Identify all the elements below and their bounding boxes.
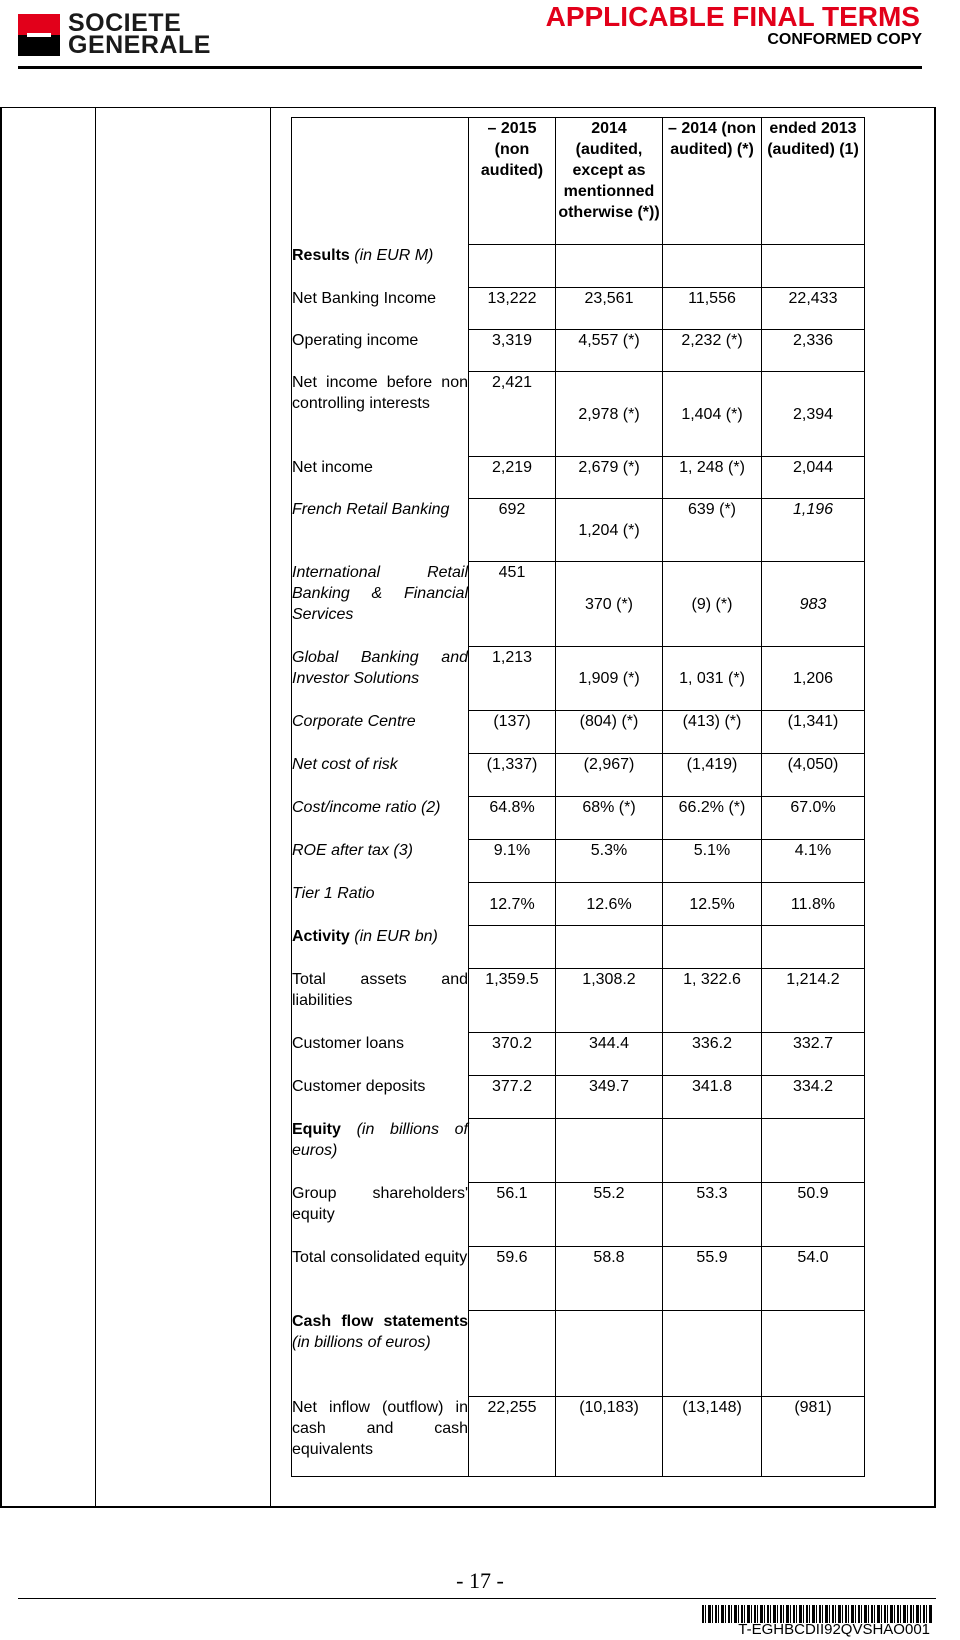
section-unit: (in billions of euros) xyxy=(292,1333,431,1351)
cell-value: 2,978 (*) xyxy=(556,372,663,457)
row-label: Cost/income ratio (2) xyxy=(292,797,469,840)
row-label: Customer loans xyxy=(292,1033,469,1076)
section-row-cash-flow xyxy=(292,1311,865,1397)
table-row xyxy=(292,1397,865,1477)
cell-value: 9.1% xyxy=(469,840,556,883)
cell-value: (10,183) xyxy=(556,1397,663,1477)
cell-value: 55.2 xyxy=(556,1183,663,1247)
row-label: International Retail Banking & Financial Services xyxy=(292,562,469,647)
cell-value: 1, 248 (*) xyxy=(663,457,762,499)
cell-value: 332.7 xyxy=(762,1033,865,1076)
cell-value: 451 xyxy=(469,562,556,647)
table-row xyxy=(292,647,865,711)
table-row xyxy=(292,330,865,372)
section-unit: (in EUR M) xyxy=(354,246,434,264)
row-label: French Retail Banking xyxy=(292,499,469,562)
cell-value: 2,679 (*) xyxy=(556,457,663,499)
table-row xyxy=(292,1183,865,1247)
cell-value: 50.9 xyxy=(762,1183,865,1247)
cell-value: 22,255 xyxy=(469,1397,556,1477)
cell-value: 53.3 xyxy=(663,1183,762,1247)
frame-divider-2 xyxy=(270,107,271,1508)
section-label: Results xyxy=(292,246,350,264)
cell-value: 67.0% xyxy=(762,797,865,840)
table-row xyxy=(292,372,865,457)
row-label: Net Banking Income xyxy=(292,288,469,330)
cell-value: 54.0 xyxy=(762,1247,865,1311)
footer-rule xyxy=(18,1598,936,1599)
cell-value: 1, 031 (*) xyxy=(663,647,762,711)
logo-mark-icon xyxy=(18,14,60,56)
row-label: Global Banking and Investor Solutions xyxy=(292,647,469,711)
cell-value: 12.7% xyxy=(469,883,556,926)
table-row xyxy=(292,457,865,499)
table-row xyxy=(292,499,865,562)
cell-value: 5.3% xyxy=(556,840,663,883)
cell-value: 983 xyxy=(762,562,865,647)
frame-divider-1 xyxy=(95,107,96,1508)
cell-value: (4,050) xyxy=(762,754,865,797)
section-unit: (in EUR bn) xyxy=(354,927,438,945)
cell-value: (2,967) xyxy=(556,754,663,797)
page-number: - 17 - xyxy=(456,1568,504,1593)
cell-value: 1,909 (*) xyxy=(556,647,663,711)
cell-value: 1,308.2 xyxy=(556,969,663,1033)
cell-value: (1,341) xyxy=(762,711,865,754)
document-code: T-EGHBCDII92QVSHAO001 xyxy=(738,1621,930,1638)
header-rule xyxy=(18,66,922,69)
cell-value: 692 xyxy=(469,499,556,562)
cell-value: 2,421 xyxy=(469,372,556,457)
cell-value: 2,232 (*) xyxy=(663,330,762,372)
cell-value: 1,359.5 xyxy=(469,969,556,1033)
table-row xyxy=(292,754,865,797)
cell-value: 22,433 xyxy=(762,288,865,330)
cell-value: 13,222 xyxy=(469,288,556,330)
cell-value: 56.1 xyxy=(469,1183,556,1247)
cell-value: 344.4 xyxy=(556,1033,663,1076)
cell-value: 2,044 xyxy=(762,457,865,499)
cell-value: 1, 322.6 xyxy=(663,969,762,1033)
cell-value: 1,206 xyxy=(762,647,865,711)
row-label: Group shareholders' equity xyxy=(292,1183,469,1247)
row-label: Net inflow (outflow) in cash and cash equivalents xyxy=(292,1397,469,1477)
cell-value: 12.5% xyxy=(663,883,762,926)
cell-value: 58.8 xyxy=(556,1247,663,1311)
cell-value: 1,204 (*) xyxy=(556,499,663,562)
cell-value: 336.2 xyxy=(663,1033,762,1076)
col-header-2014: 2014 (audited, except as mentionned otherwise (*)) xyxy=(556,118,663,245)
row-label: Net cost of risk xyxy=(292,754,469,797)
header-empty-cell xyxy=(292,118,469,245)
section-row-equity xyxy=(292,1119,865,1183)
cell-value: 2,336 xyxy=(762,330,865,372)
cell-value: (981) xyxy=(794,1399,832,1416)
table-row xyxy=(292,288,865,330)
cell-value: 11.8% xyxy=(762,883,865,926)
table-row xyxy=(292,1247,865,1311)
societe-generale-logo xyxy=(18,9,243,59)
cell-value: 1,196 xyxy=(762,499,865,562)
row-label: ROE after tax (3) xyxy=(292,840,469,883)
cell-value: 4.1% xyxy=(762,840,865,883)
col-header-h1-2014: – 2014 (non audited) (*) xyxy=(663,118,762,245)
table-row xyxy=(292,883,865,926)
cell-value: 55.9 xyxy=(663,1247,762,1311)
cell-value: (137) xyxy=(469,711,556,754)
row-label: Net income before non controlling interests xyxy=(292,372,469,457)
cell-value: 59.6 xyxy=(469,1247,556,1311)
cell-value: 370.2 xyxy=(469,1033,556,1076)
cell-value: 370 (*) xyxy=(556,562,663,647)
cell-value: (13,148) xyxy=(663,1397,762,1477)
cell-value: 2,394 xyxy=(762,372,865,457)
section-unit: (in billions of euros) xyxy=(292,1120,468,1159)
cell-value: 334.2 xyxy=(762,1076,865,1119)
cell-value: 4,557 (*) xyxy=(556,330,663,372)
logo-line-1: SOCIETE xyxy=(68,9,182,37)
section-label: Equity xyxy=(292,1120,341,1138)
table-row xyxy=(292,797,865,840)
col-header-h1-2015: – 2015 (non audited) xyxy=(469,118,556,245)
cell-value: 341.8 xyxy=(663,1076,762,1119)
cell-value: 23,561 xyxy=(556,288,663,330)
table-row xyxy=(292,1076,865,1119)
cell-value: 349.7 xyxy=(556,1076,663,1119)
cell-value: (9) (*) xyxy=(663,562,762,647)
cell-value: 377.2 xyxy=(469,1076,556,1119)
section-label: Cash flow statements xyxy=(292,1312,468,1330)
section-label: Activity xyxy=(292,927,350,945)
cell-value: 66.2% (*) xyxy=(663,797,762,840)
logo-text xyxy=(68,9,211,59)
cell-value: 639 (*) xyxy=(663,499,762,562)
row-label: Net income xyxy=(292,457,469,499)
cell-value: (1,337) xyxy=(469,754,556,797)
logo-line-2: GENERALE xyxy=(68,31,211,59)
cell-value: (804) (*) xyxy=(556,711,663,754)
row-label: Customer deposits xyxy=(292,1076,469,1119)
col-header-2013: ended 2013 (audited) (1) xyxy=(762,118,865,245)
table-row xyxy=(292,969,865,1033)
table-row xyxy=(292,562,865,647)
cell-value: 11,556 xyxy=(663,288,762,330)
cell-value: 1,214.2 xyxy=(762,969,865,1033)
cell-value: 2,219 xyxy=(469,457,556,499)
key-financial-data-table xyxy=(291,117,865,1477)
row-label: Total consolidated equity xyxy=(292,1247,469,1311)
document-title: APPLICABLE FINAL TERMS xyxy=(545,1,920,32)
cell-value: 64.8% xyxy=(469,797,556,840)
document-subtitle: CONFORMED COPY xyxy=(767,31,922,48)
row-label: Corporate Centre xyxy=(292,711,469,754)
table-row xyxy=(292,840,865,883)
cell-value: (1,419) xyxy=(663,754,762,797)
row-label: Tier 1 Ratio xyxy=(292,883,469,926)
cell-value: (413) (*) xyxy=(663,711,762,754)
section-row-results xyxy=(292,245,865,288)
cell-value: 68% (*) xyxy=(556,797,663,840)
cell-value: 3,319 xyxy=(469,330,556,372)
cell-value: 1,404 (*) xyxy=(663,372,762,457)
table-row xyxy=(292,711,865,754)
cell-value: 5.1% xyxy=(663,840,762,883)
row-label: Operating income xyxy=(292,330,469,372)
row-label: Total assets and liabilities xyxy=(292,969,469,1033)
table-row xyxy=(292,1033,865,1076)
section-row-activity xyxy=(292,926,865,969)
table-header-row xyxy=(292,118,865,245)
cell-value: 12.6% xyxy=(556,883,663,926)
cell-value: 1,213 xyxy=(469,647,556,711)
